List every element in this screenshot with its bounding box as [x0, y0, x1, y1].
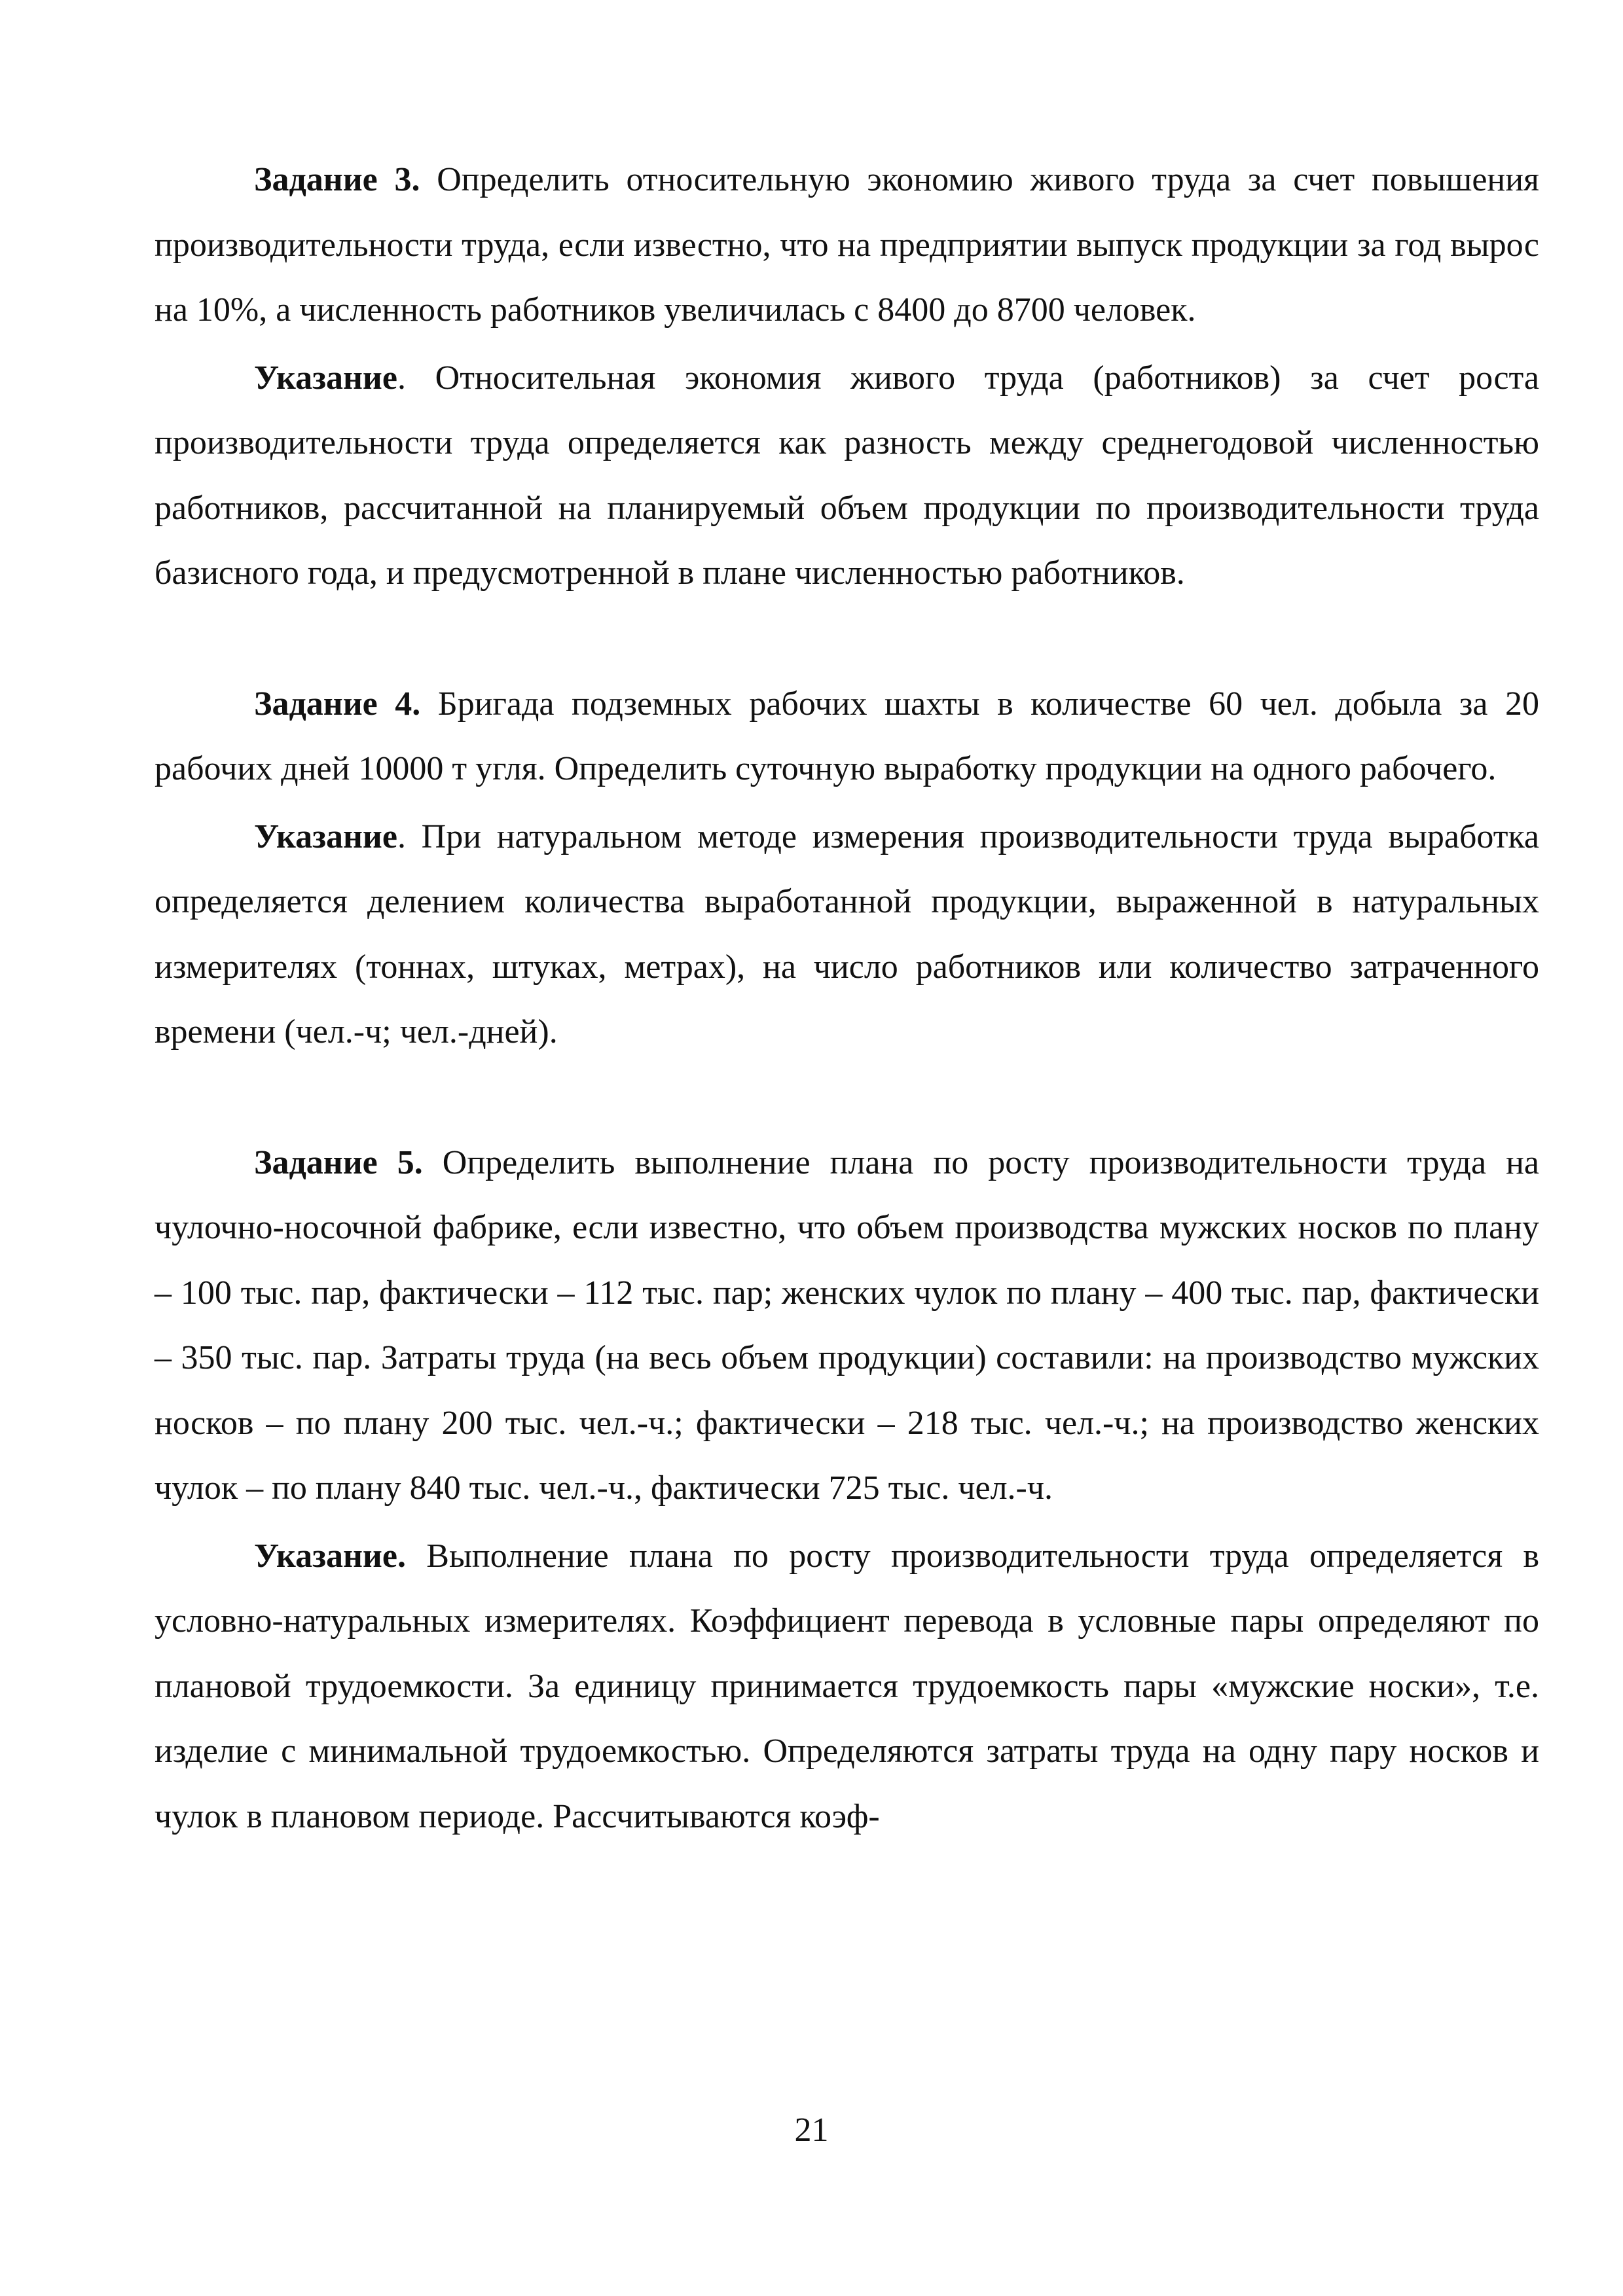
task-4-text: Бригада подземных рабочих шахты в количестве 60 чел. добыла за 20 рабочих дней 10000 т угля. Определить суточную выработку продукции на одного рабочего. — [155, 685, 1539, 787]
task-5-label: Задание 5. — [254, 1143, 423, 1181]
hint-4-paragraph — [155, 804, 1539, 1065]
page-body — [155, 147, 1539, 1849]
hint-3-paragraph — [155, 346, 1539, 606]
task-3-text: Определить относительную экономию живого труда за счет повышения производительности труда, если известно, что на предприятии выпуск продукции за год вырос на 10%, а численность работников увеличилась с 8400 до 8700 человек. — [155, 161, 1539, 329]
hint-5-label: Указание. — [254, 1537, 406, 1575]
task-4-label: Задание 4. — [254, 685, 421, 723]
task-5-text: Определить выполнение плана по росту производительности труда на чулочно-носочной фабрике, если известно, что объем производства мужских носков по плану – 100 тыс. пар, фактически – 112 тыс. пар; женских чулок по плану – 400 тыс. пар, фактически – 350 тыс. пар. Затраты труда (на весь объем продукции) составили: на производство мужских носков – по плану 200 тыс. чел.-ч.; фактически – 218 тыс. чел.-ч.; на производство женских чулок – по плану 840 тыс. чел.-ч., фактически 725 тыс. чел.-ч. — [155, 1143, 1539, 1507]
hint-5-text: Выполнение плана по росту производительности труда определяется в условно-натуральных измерителях. Коэффициент перевода в условные пары определяют по плановой трудоемкости. За единицу принимается трудоемкость пары «мужские носки», т.е. изделие с минимальной трудоемкостью. Определяются затраты труда на одну пару носков и чулок в плановом периоде. Рассчитываются коэф- — [155, 1537, 1539, 1835]
task-4-paragraph — [155, 672, 1539, 802]
hint-5-paragraph — [155, 1524, 1539, 1850]
task-5-paragraph — [155, 1130, 1539, 1521]
hint-3-text: . Относительная экономия живого труда (работников) за счет роста производительности труда определяется как разность между среднегодовой численностью работников, рассчитанной на планируемый объем продукции по производительности труда базисного года, и предусмотренной в плане численностью работников. — [155, 359, 1539, 592]
page-number: 21 — [794, 2111, 829, 2149]
hint-4-label: Указание — [254, 817, 397, 855]
hint-4-text: . При натуральном методе измерения производительности труда выработка определяется делением количества выработанной продукции, выраженной в натуральных измерителях (тоннах, штуках, метрах), на число работников или количество затраченного времени (чел.-ч; чел.-дней). — [155, 817, 1539, 1050]
task-3-paragraph — [155, 147, 1539, 343]
hint-3-label: Указание — [254, 359, 397, 397]
task-3-label: Задание 3. — [254, 161, 420, 198]
